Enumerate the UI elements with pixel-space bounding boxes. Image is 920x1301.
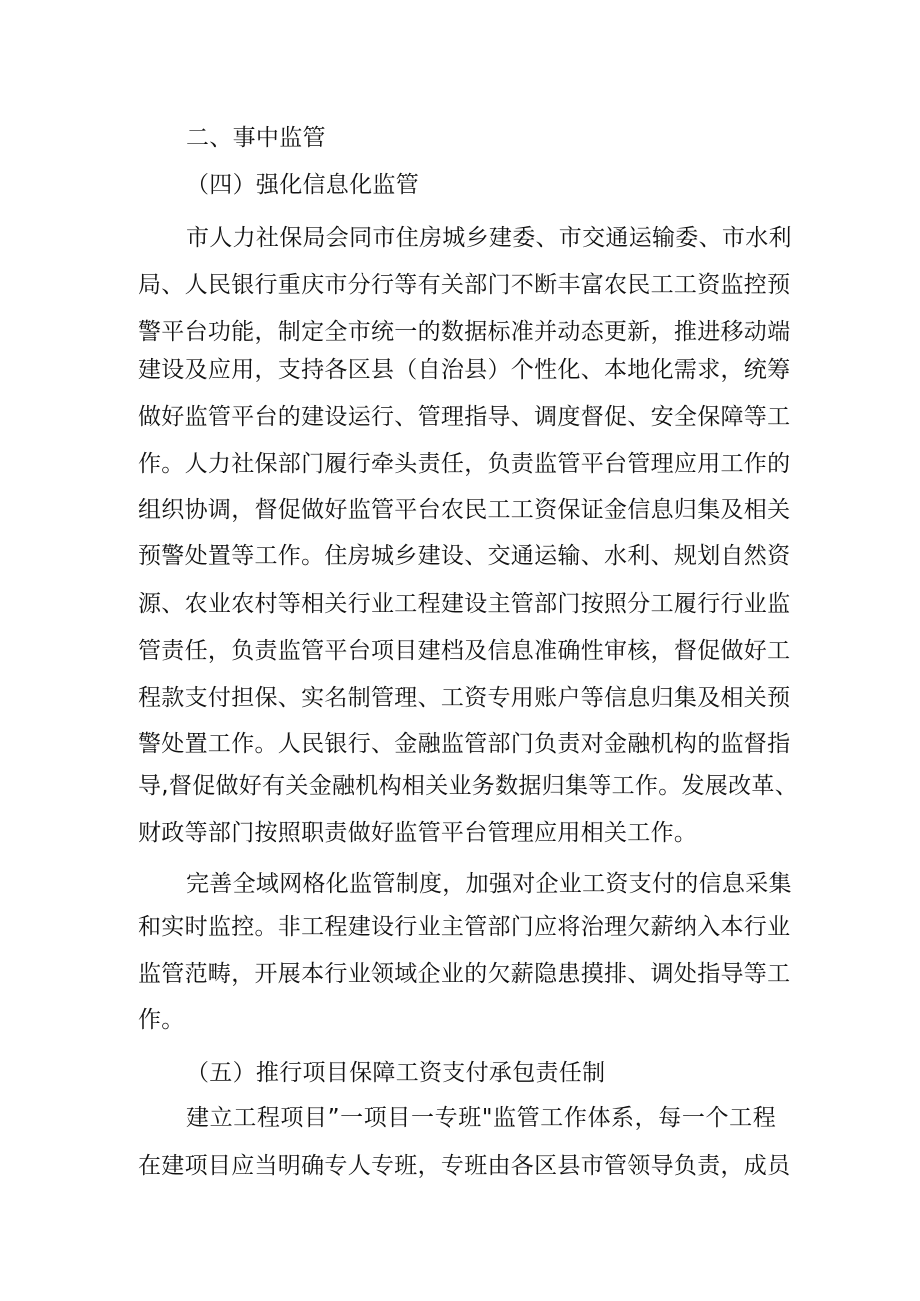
paragraph-line: 建立工程项目”一项目一专班"监管工作体系，每一个工程: [186, 1105, 776, 1131]
paragraph-line: 警平台功能，制定全市统一的数据标准并动态更新，推进移动端: [138, 319, 791, 345]
paragraph-line: 建设及应用，支持各区县（自治县）个性化、本地化需求，统筹: [138, 357, 791, 383]
section-heading: 二、事中监管: [186, 125, 326, 151]
paragraph-line: 财政等部门按照职责做好监管平台管理应用相关工作。: [138, 820, 698, 846]
paragraph-line: 监管范畴，开展本行业领域企业的欠薪隐患摸排、调处指导等工: [138, 961, 791, 987]
paragraph-line: 预警处置等工作。住房城乡建设、交通运输、水利、规划自然资: [138, 543, 791, 569]
paragraph-line: 局、人民银行重庆市分行等有关部门不断丰富农民工工资监控预: [138, 272, 791, 298]
paragraph-line: 管责任，负责监管平台项目建档及信息准确性审核，督促做好工: [138, 638, 791, 664]
paragraph-line: 警处置工作。人民银行、金融监管部门负责对金融机构的监督指: [138, 731, 791, 757]
paragraph-line: 完善全域网格化监管制度，加强对企业工资支付的信息采集: [186, 871, 792, 897]
paragraph-line: 程款支付担保、实名制管理、工资专用账户等信息归集及相关预: [138, 685, 791, 711]
paragraph-line: 在建项目应当明确专人专班，专班由各区县市管领导负责，成员: [138, 1153, 791, 1179]
subsection-title-5: （五）推行项目保障工资支付承包责任制: [186, 1060, 606, 1086]
paragraph-line: 组织协调，督促做好监管平台农民工工资保证金信息归集及相关: [138, 497, 791, 523]
paragraph-line: 导,督促做好有关金融机构相关业务数据归集等工作。发展改革、: [138, 773, 799, 799]
paragraph-line: 作。人力社保部门履行牵头责任，负责监管平台管理应用工作的: [138, 451, 791, 477]
paragraph-line: 作。: [138, 1007, 185, 1033]
paragraph-line: 和实时监控。非工程建设行业主管部门应将治理欠薪纳入本行业: [138, 914, 791, 940]
paragraph-line: 源、农业农村等相关行业工程建设主管部门按照分工履行行业监: [138, 591, 791, 617]
paragraph-line: 做好监管平台的建设运行、管理指导、调度督促、安全保障等工: [138, 404, 791, 430]
paragraph-line: 市人力社保局会同市住房城乡建委、市交通运输委、市水利: [186, 225, 792, 251]
subsection-title-4: （四）强化信息化监管: [186, 172, 419, 198]
